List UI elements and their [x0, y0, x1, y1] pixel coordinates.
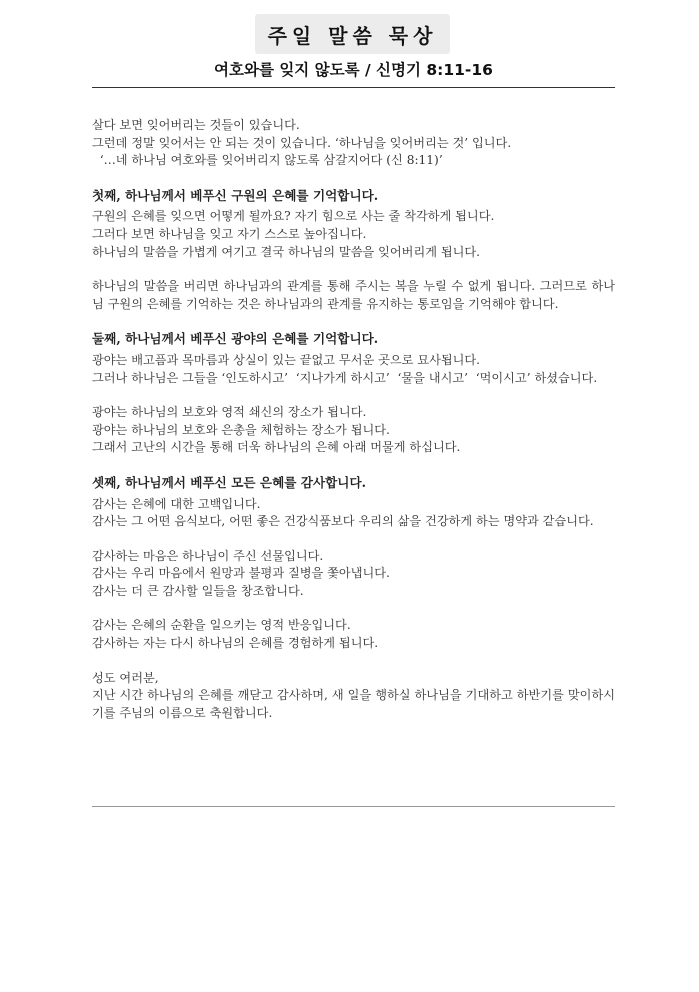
closing-greeting: 성도 여러분,: [92, 670, 159, 685]
body-line: 그러다 보면 하나님을 잊고 자기 스스로 높아집니다.: [92, 226, 367, 241]
body-line: 하나님의 말씀을 가볍게 여기고 결국 하나님의 말씀을 잊어버리게 됩니다.: [92, 244, 481, 259]
body-line: 감사하는 자는 다시 하나님의 은혜를 경험하게 됩니다.: [92, 636, 379, 651]
body-line: 광야는 하나님의 보호와 은총을 체험하는 장소가 됩니다.: [92, 422, 390, 437]
body-line: 감사는 우리 마음에서 원망과 불평과 질병을 쫓아냅니다.: [92, 566, 390, 581]
body-line: 그래서 고난의 시간을 통해 더욱 하나님의 은혜 아래 머물게 하십니다.: [92, 440, 461, 455]
document-body: [92, 117, 615, 722]
body-line: 감사는 은혜의 순환을 일으키는 영적 반응입니다.: [92, 618, 351, 633]
intro-line: 살다 보면 잊어버리는 것들이 있습니다.: [92, 118, 300, 132]
body-line: 감사는 은혜에 대한 고백입니다.: [92, 496, 261, 511]
body-line: 광야는 배고픔과 목마름과 상실이 있는 끝없고 무서운 곳으로 묘사됩니다.: [92, 352, 481, 367]
body-line: 구원의 은혜를 잊으면 어떻게 될까요? 자기 힘으로 사는 줄 착각하게 됩니다.: [92, 209, 495, 224]
scripture-quote: ‘…네 하나님 여호와를 잊어버리지 않도록 삼갈지어다 (신 8:11)’: [92, 153, 443, 168]
title-banner: [255, 14, 450, 54]
section-heading-2: 둘째, 하나님께서 베푸신 광야의 은혜를 기억합니다.: [92, 331, 379, 347]
body-line: 그러나 하나님은 그들을 ‘인도하시고’ ‘지나가게 하시고’ ‘물을 내시고’ ‘먹이시고’ 하셨습니다.: [92, 370, 598, 385]
page-subtitle: 여호와를 잊지 않도록 / 신명기 8:11-16: [214, 61, 493, 79]
bottom-divider: [92, 806, 615, 807]
section-heading-3: 셋째, 하나님께서 베푸신 모든 은혜를 감사합니다.: [92, 474, 367, 490]
section-heading-1: 첫째, 하나님께서 베푸신 구원의 은혜를 기억합니다.: [92, 187, 379, 203]
body-paragraph: 하나님의 말씀을 버리면 하나님과의 관계를 통해 주시는 복을 누릴 수 없게 됩니다. 그러므로 하나님 구원의 은혜를 기억하는 것은 하나님과의 관계를 유지하는 통로임을 기억해야 합니다.: [92, 279, 615, 311]
body-paragraph: 감사는 그 어떤 음식보다, 어떤 좋은 건강식품보다 우리의 삶을 건강하게 하는 명약과 같습니다.: [92, 514, 594, 529]
body-line: 광야는 하나님의 보호와 영적 쇄신의 장소가 됩니다.: [92, 405, 367, 420]
page-title: 주일 말씀 묵상: [267, 23, 438, 48]
intro-line: 그런데 정말 잊어서는 안 되는 것이 있습니다. ‘하나님을 잊어버리는 것’ 입니다.: [92, 135, 512, 150]
body-line: 감사는 더 큰 감사할 일들을 창조합니다.: [92, 583, 304, 598]
top-divider: [92, 87, 615, 88]
closing-paragraph: 지난 시간 하나님의 은혜를 깨닫고 감사하며, 새 일을 행하실 하나님을 기대하고 하반기를 맞이하시기를 주님의 이름으로 축원합니다.: [92, 688, 615, 720]
body-line: 감사하는 마음은 하나님이 주신 선물입니다.: [92, 548, 324, 563]
